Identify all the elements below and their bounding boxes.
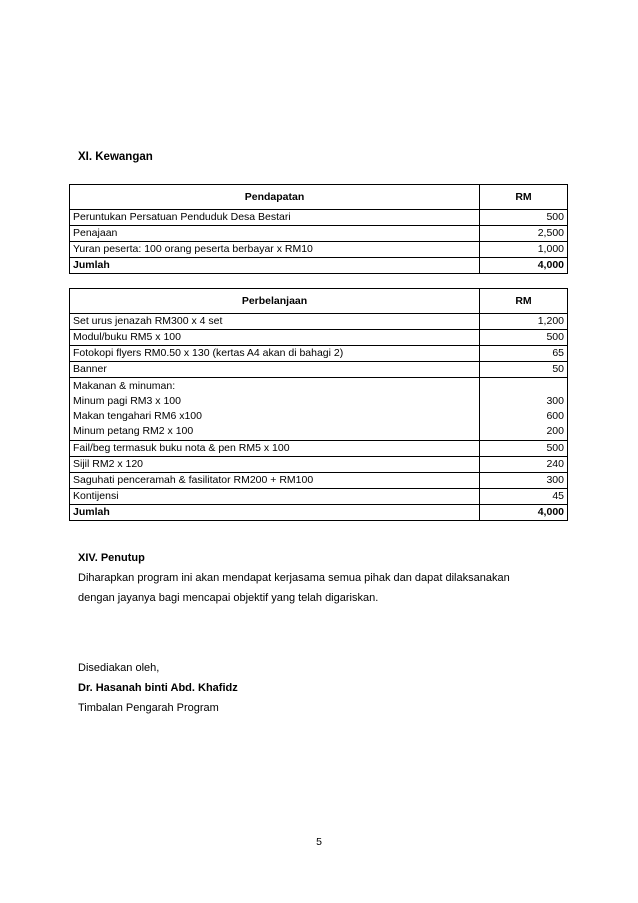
income-total-row [70, 258, 568, 274]
signature-block [78, 658, 578, 718]
table-row [70, 457, 568, 473]
expense-total-row [70, 505, 568, 521]
penutup-line: dengan jayanya bagi mencapai objektif yang telah digariskan. [78, 592, 379, 604]
row-amount: 45 [480, 489, 568, 505]
income-header-label: Pendapatan [70, 185, 480, 210]
food-amounts [480, 378, 568, 441]
row-amount: 500 [480, 441, 568, 457]
page-number: 5 [316, 836, 322, 848]
food-item-amount: 300 [546, 395, 564, 407]
signatory-name: Dr. Hasanah binti Abd. Khafidz [78, 682, 238, 694]
row-amount: 1,000 [480, 242, 568, 258]
food-item-label: Minum petang RM2 x 100 [73, 425, 194, 437]
income-header-amount: RM [480, 185, 568, 210]
food-item-label: Makan tengahari RM6 x100 [73, 410, 202, 422]
section-penutup [78, 548, 578, 608]
table-row [70, 473, 568, 489]
expense-header-label: Perbelanjaan [70, 289, 480, 314]
signatory-position: Timbalan Pengarah Program [78, 702, 219, 714]
row-amount: 65 [480, 346, 568, 362]
total-amount: 4,000 [480, 258, 568, 274]
row-amount: 240 [480, 457, 568, 473]
row-label: Yuran peserta: 100 orang peserta berbayar x RM10 [70, 242, 480, 258]
section-title-kewangan: XI. Kewangan [78, 151, 153, 163]
expense-table [69, 288, 568, 521]
row-label: Modul/buku RM5 x 100 [70, 330, 480, 346]
food-item-amount: 200 [546, 425, 564, 437]
row-amount: 300 [480, 473, 568, 489]
row-label: Sijil RM2 x 120 [70, 457, 480, 473]
expense-header-amount: RM [480, 289, 568, 314]
table-row [70, 242, 568, 258]
food-item-label: Minum pagi RM3 x 100 [73, 395, 181, 407]
row-label: Banner [70, 362, 480, 378]
total-label: Jumlah [70, 505, 480, 521]
penutup-line: Diharapkan program ini akan mendapat kerjasama semua pihak dan dapat dilaksanakan [78, 572, 510, 584]
table-row [70, 489, 568, 505]
table-row [70, 346, 568, 362]
income-table [69, 184, 568, 274]
food-item-amount: 600 [546, 410, 564, 422]
row-label: Kontijensi [70, 489, 480, 505]
table-row [70, 362, 568, 378]
total-amount: 4,000 [480, 505, 568, 521]
row-amount: 500 [480, 210, 568, 226]
table-row [70, 441, 568, 457]
table-row [70, 330, 568, 346]
row-label: Peruntukan Persatuan Penduduk Desa Bestari [70, 210, 480, 226]
row-amount: 1,200 [480, 314, 568, 330]
section-title-penutup: XIV. Penutup [78, 552, 145, 564]
food-row [70, 378, 568, 441]
row-label: Set urus jenazah RM300 x 4 set [70, 314, 480, 330]
table-row [70, 314, 568, 330]
row-amount: 50 [480, 362, 568, 378]
row-label: Fail/beg termasuk buku nota & pen RM5 x 100 [70, 441, 480, 457]
row-amount: 500 [480, 330, 568, 346]
expense-header-row [70, 289, 568, 314]
prepared-by-label: Disediakan oleh, [78, 662, 160, 674]
table-row [70, 210, 568, 226]
row-label: Fotokopi flyers RM0.50 x 130 (kertas A4 akan di bahagi 2) [70, 346, 480, 362]
row-amount: 2,500 [480, 226, 568, 242]
total-label: Jumlah [70, 258, 480, 274]
income-header-row [70, 185, 568, 210]
table-row [70, 226, 568, 242]
row-label: Saguhati penceramah & fasilitator RM200 + RM100 [70, 473, 480, 489]
row-label: Penajaan [70, 226, 480, 242]
food-labels [70, 378, 480, 441]
food-heading: Makanan & minuman: [73, 380, 176, 392]
